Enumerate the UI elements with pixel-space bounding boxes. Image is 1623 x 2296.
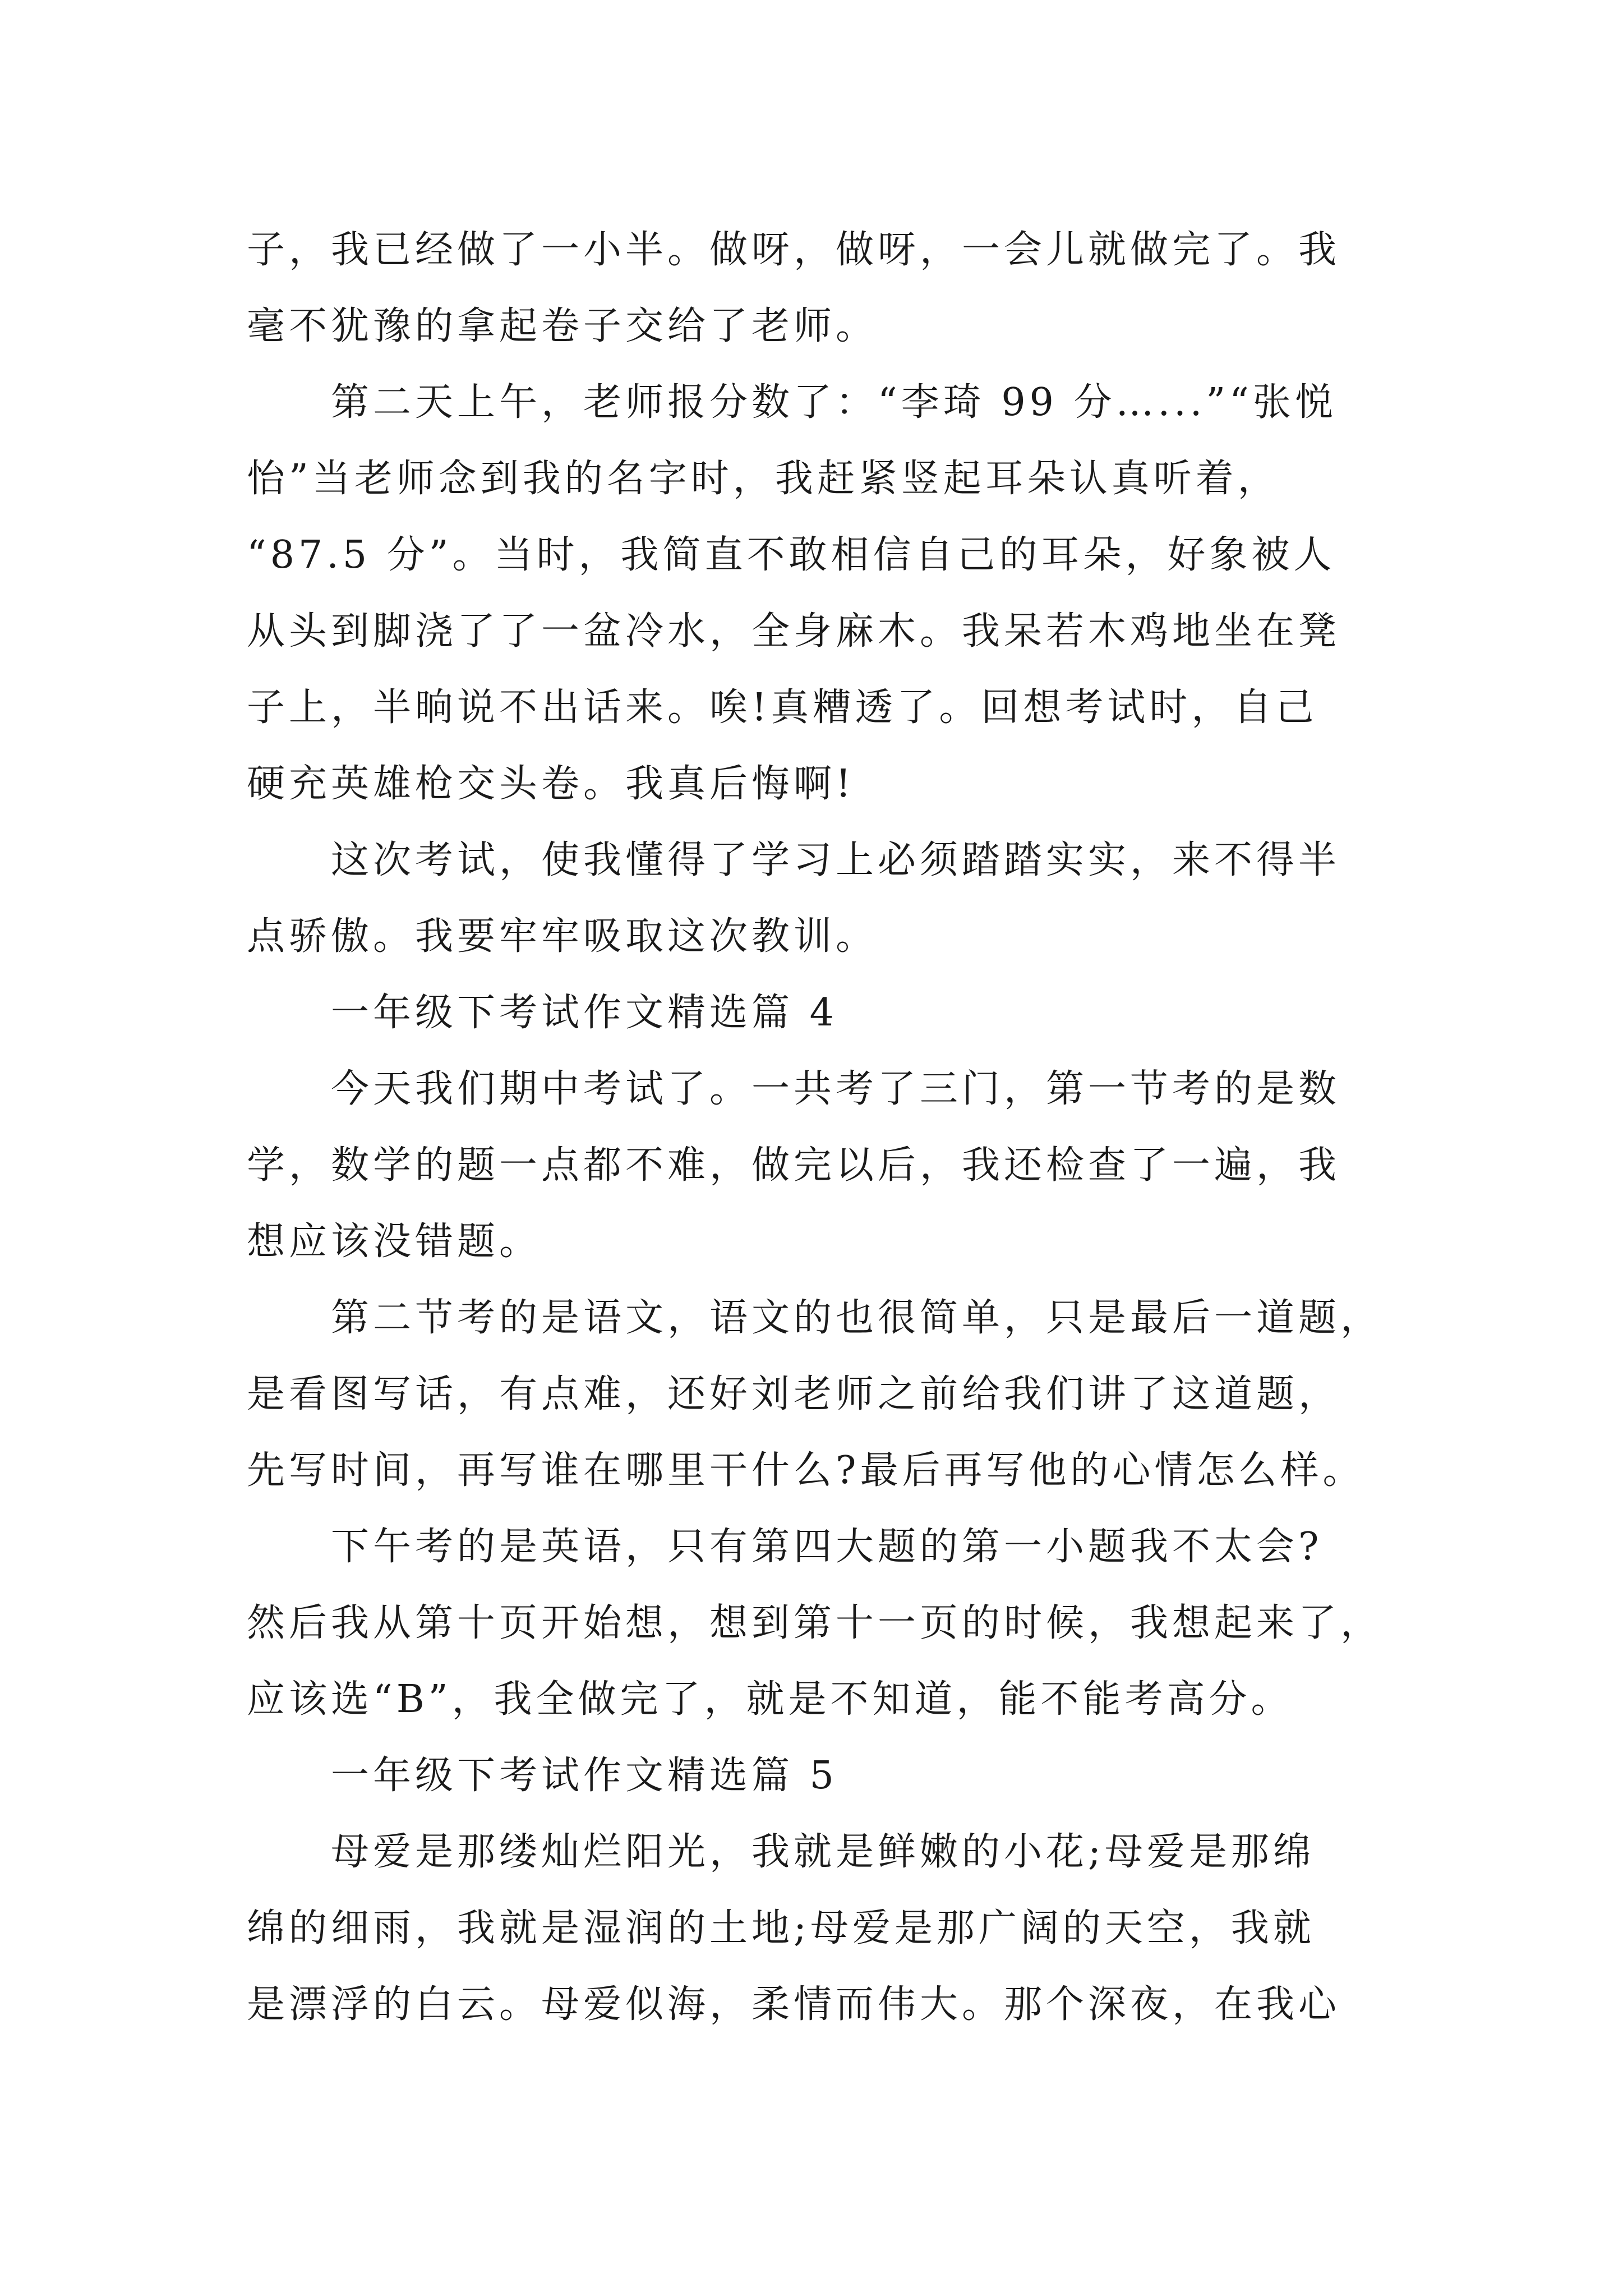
paragraph-continuation [247,212,1391,365]
text-line: 第二天上午，老师报分数了：“李琦 99 分…...”“张悦 [331,380,1337,425]
text-line: 应该选“B”，我全做完了，就是不知道，能不能考高分。 [247,1677,1293,1722]
section-heading-text: 一年级下考试作文精选篇 5 [331,1754,838,1798]
text-line: 是看图写话，有点难，还好刘老师之前给我们讲了这道题， [247,1372,1341,1416]
text-line: 先写时间，再写谁在哪里干什么?最后再写他的心情怎么样。 [247,1448,1365,1493]
text-line: 子，我已经做了一小半。做呀，做呀，一会儿就做完了。我 [247,228,1341,272]
text-line: 是漂浮的白云。母爱似海，柔情而伟大。那个深夜，在我心 [247,1982,1341,2027]
text-line: 想应该没错题。 [247,1220,542,1264]
section-heading [247,1738,1391,1814]
text-line: 学，数学的题一点都不难，做完以后，我还检查了一遍，我 [247,1143,1341,1188]
paragraph [247,1814,1391,2043]
paragraph [247,1051,1391,1280]
text-line: 这次考试，使我懂得了学习上必须踏踏实实，来不得半 [331,838,1341,882]
text-line: 下午考的是英语，只有第四大题的第一小题我不太会? [331,1525,1323,1569]
paragraph [247,1509,1391,1738]
paragraph [247,822,1391,975]
text-line: 硬充英雄枪交头卷。我真后悔啊! [247,762,855,806]
text-line: 今天我们期中考试了。一共考了三门，第一节考的是数 [331,1067,1341,1111]
section-heading-text: 一年级下考试作文精选篇 4 [331,991,838,1035]
text-line: “87.5 分”。当时，我简直不敢相信自己的耳朵，好象被人 [247,533,1336,577]
paragraph [247,1280,1391,1509]
text-line: 然后我从第十页开始想，想到第十一页的时候，我想起来了， [247,1601,1383,1645]
section-heading [247,975,1391,1051]
text-line: 毫不犹豫的拿起卷子交给了老师。 [247,304,878,348]
text-line: 绵的细雨，我就是湿润的土地;母爱是那广阔的天空，我就 [247,1906,1315,1950]
text-line: 从头到脚浇了了一盆冷水，全身麻木。我呆若木鸡地坐在凳 [247,609,1341,654]
text-line: 母爱是那缕灿烂阳光，我就是鲜嫩的小花;母爱是那绵 [331,1830,1315,1874]
document-body [247,212,1391,2043]
text-line: 怡”当老师念到我的名字时，我赶紧竖起耳朵认真听着， [247,457,1280,501]
text-line: 第二节考的是语文，语文的也很简单，只是最后一道题， [331,1296,1383,1340]
text-line: 子上，半晌说不出话来。唉!真糟透了。回想考试时，自己 [247,685,1318,730]
text-line: 点骄傲。我要牢牢吸取这次教训。 [247,914,878,959]
paragraph [247,365,1391,822]
